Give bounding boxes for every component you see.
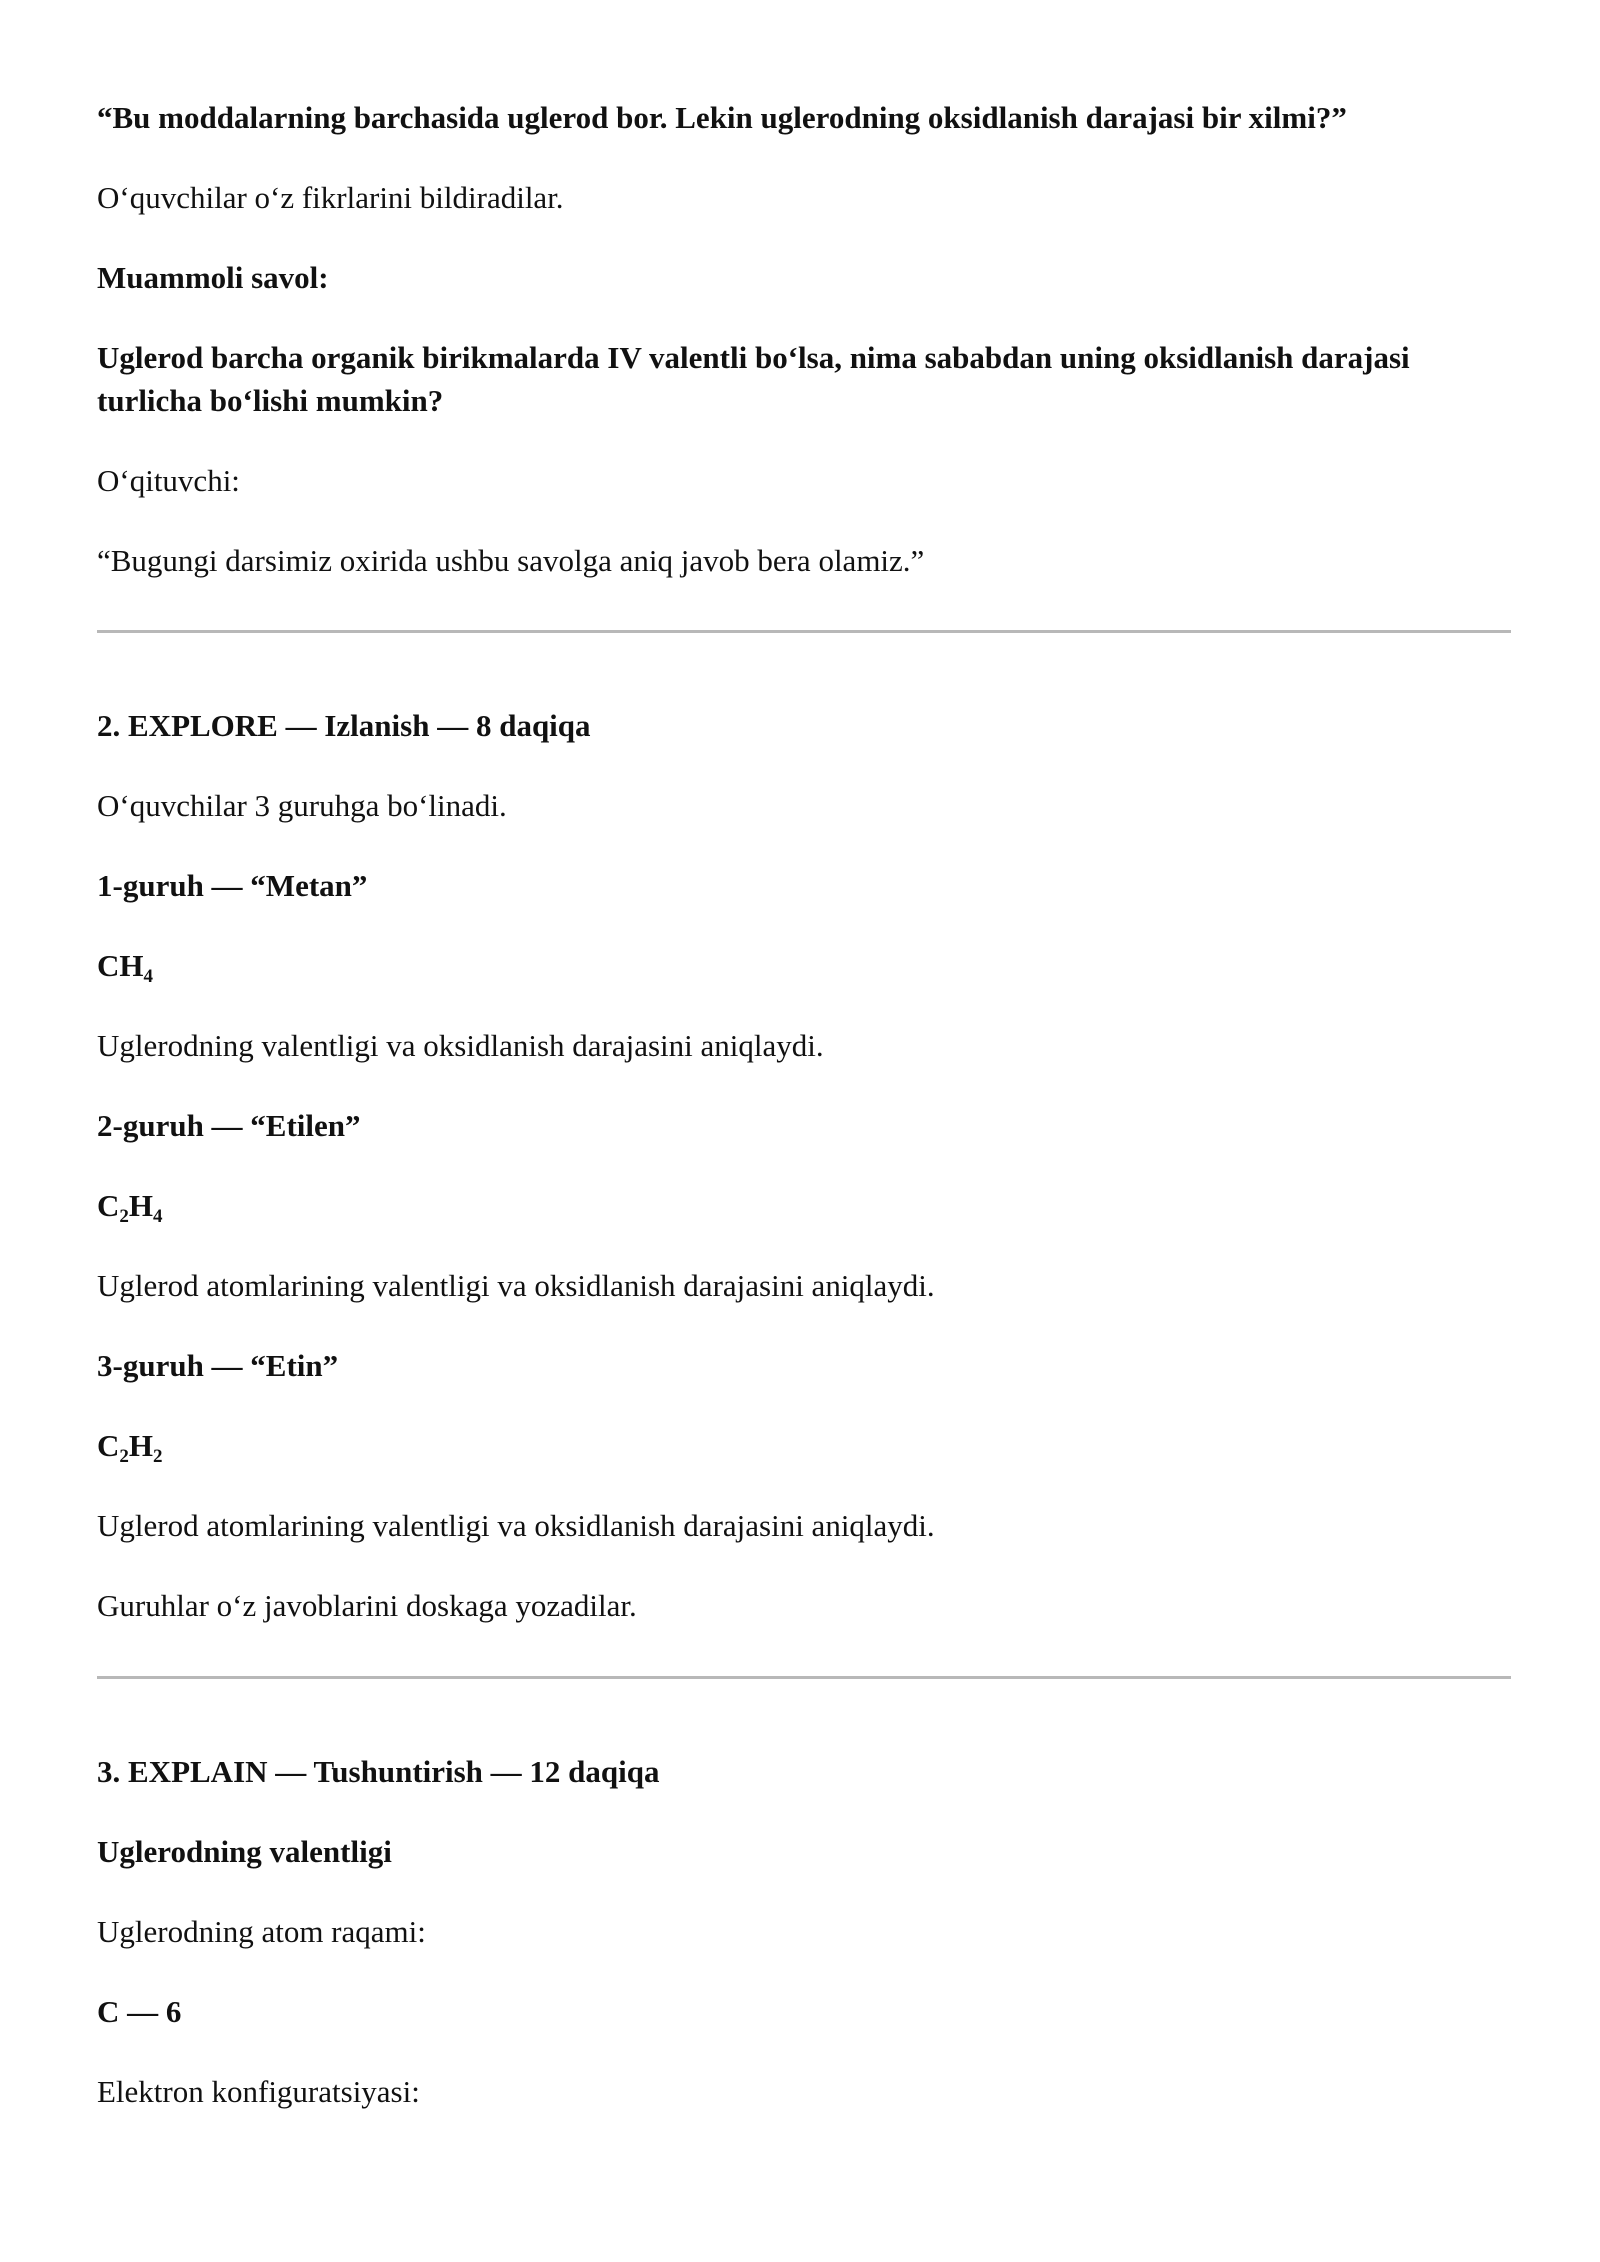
section-divider <box>97 630 1511 633</box>
section-divider <box>97 1676 1511 1679</box>
group-3-formula: $C_2H_2$ <box>97 1428 163 1467</box>
group-2-formula: $C_2H_4$ <box>97 1188 163 1227</box>
group-3-title: 3-guruh — “Etin” <box>97 1348 339 1383</box>
explain-subheading: Uglerodning valentligi <box>97 1834 392 1869</box>
teacher-quote: “Bugungi darsimiz oxirida ushbu savolga aniq javob bera olamiz.” <box>97 543 925 578</box>
students-respond-text: O‘quvchilar o‘z fikrlarini bildiradilar. <box>97 180 564 215</box>
config-label: Elektron konfiguratsiyasi: <box>97 2074 420 2109</box>
atomic-number-value: C — 6 <box>97 1994 182 2029</box>
quote-question: “Bu moddalarning barchasida uglerod bor. Lekin uglerodning oksidlanish darajasi bir xilmi?” <box>97 100 1347 135</box>
atomic-number-label: Uglerodning atom raqami: <box>97 1914 426 1949</box>
problem-question: Uglerod barcha organik birikmalarda IV valentli bo‘lsa, nima sababdan uning oksidlanish darajasi turlicha bo‘lishi mumkin? <box>97 340 1410 418</box>
group-2-task: Uglerod atomlarining valentligi va oksidlanish darajasini aniqlaydi. <box>97 1268 935 1303</box>
group-3-task: Uglerod atomlarining valentligi va oksidlanish darajasini aniqlaydi. <box>97 1508 935 1543</box>
group-1-title: 1-guruh — “Metan” <box>97 868 368 903</box>
problem-label: Muammoli savol: <box>97 260 329 295</box>
group-2-title: 2-guruh — “Etilen” <box>97 1108 361 1143</box>
group-1-task: Uglerodning valentligi va oksidlanish darajasini aniqlaydi. <box>97 1028 824 1063</box>
group-1-formula: $CH_4$ <box>97 948 153 987</box>
explore-heading: 2. EXPLORE — Izlanish — 8 daqiqa <box>97 708 591 743</box>
explore-intro: O‘quvchilar 3 guruhga bo‘linadi. <box>97 788 507 823</box>
explore-closing: Guruhlar o‘z javoblarini doskaga yozadilar. <box>97 1588 637 1623</box>
teacher-label: O‘qituvchi: <box>97 463 240 498</box>
explain-heading: 3. EXPLAIN — Tushuntirish — 12 daqiqa <box>97 1754 660 1789</box>
